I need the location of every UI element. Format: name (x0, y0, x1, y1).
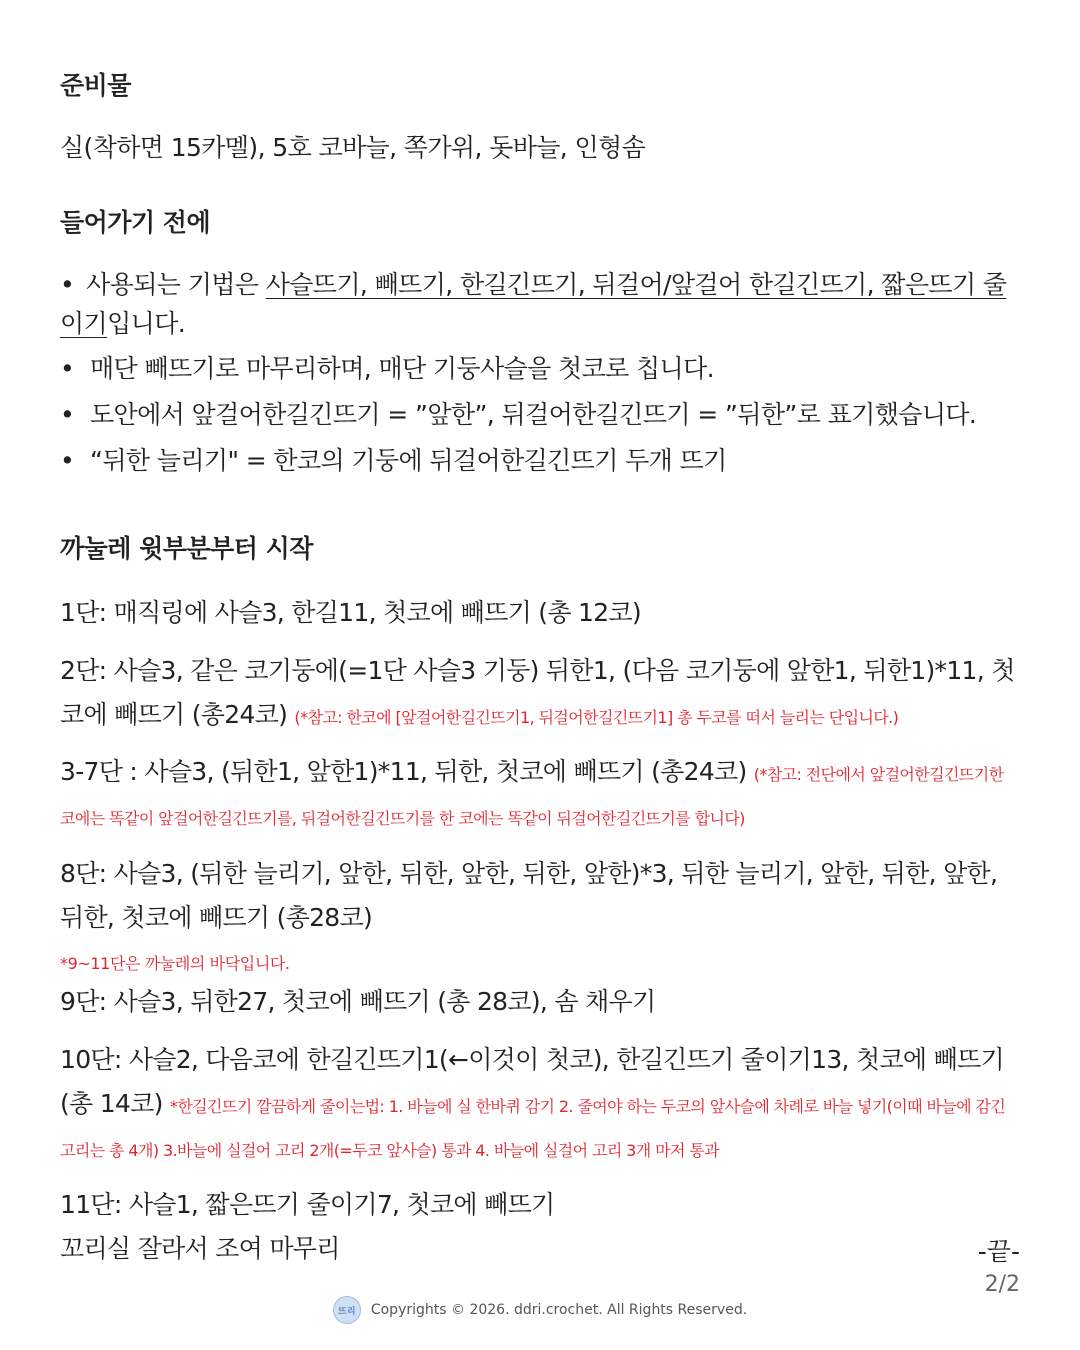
row-3-7-text: 3-7단 : 사슬3, (뒤한1, 앞한1)*11, 뒤한, 첫코에 빼뜨기 (총24코) (60, 757, 747, 787)
intro-bullet-slipstitch (60, 350, 1020, 389)
row-2 (60, 649, 1020, 737)
intro-bullet-increase (60, 442, 1020, 481)
row-2-note: (*참고: 한코에 [앞걸어한길긴뜨기1, 뒤걸어한길긴뜨기1] 총 두코를 떠서 늘리는 단입니다.) (294, 707, 899, 727)
row-3-7-note: (*참고: 전단에서 앞걸어한길긴뜨기한 코에는 똑같이 앞걸어한길긴뜨기를, 뒤걸어한길긴뜨기를 한 코에는 똑같이 뒤걸어한길긴뜨기를 합니다) (60, 765, 1004, 828)
row-10-text: 10단: 사슬2, 다음코에 한길긴뜨기1(←이것이 첫코), 한길긴뜨기 줄이기13, 첫코에 빼뜨기 (총 14코) (60, 1045, 1004, 1118)
brand-logo-icon: 뜨리 (333, 1296, 361, 1324)
intro-heading: 들어가기 전에 (60, 208, 211, 238)
bullet-icon: • (60, 400, 75, 429)
row-9: 9단: 사슬3, 뒤한27, 첫코에 빼뜨기 (총 28코), 솜 채우기 (60, 987, 656, 1017)
techniques-suffix: 입니다. (107, 308, 186, 338)
bottom-note: *9~11단은 까눌레의 바닥입니다. (60, 954, 290, 974)
end-mark: -끝- (977, 1237, 1020, 1266)
slipstitch-text: 매단 빼뜨기로 마무리하며, 매단 기둥사슬을 첫코로 칩니다. (90, 354, 714, 384)
intro-bullet-techniques (60, 266, 1020, 344)
copyright-text: Copyrights © 2026. ddri.crochet. All Rights Reserved. (370, 1302, 748, 1318)
row-2-text: 2단: 사슬3, 같은 코기둥에(=1단 사슬3 기둥) 뒤한1, (다음 코기둥에 앞한1, 뒤한1)*11, 첫코에 빼뜨기 (총24코) (60, 655, 1015, 729)
materials-heading: 준비물 (60, 71, 131, 100)
bullet-icon: • (60, 354, 75, 384)
pattern-page (60, 70, 1020, 1285)
bullet-icon: • (60, 445, 75, 475)
intro-list (60, 266, 1020, 481)
increase-text: “뒤한 늘리기" = 한코의 기둥에 뒤걸어한길긴뜨기 두개 뜨기 (90, 445, 727, 475)
row-10-note: *한길긴뜨기 깔끔하게 줄이는법: 1. 바늘에 실 한바퀴 감기 2. 줄여야 하는 두코의 앞사슬에 차례로 바늘 넣기(이때 바늘에 감긴 고리는 총 4개) 3.바늘에 실걸어 고리 2개(=두코 앞사슬) 통과 4. 바늘에 실걸어 고리 3개 마저 통과 (60, 1096, 1006, 1160)
intro-bullet-notation (60, 396, 1020, 435)
footer (0, 1296, 1080, 1324)
page-number: 2/2 (984, 1272, 1020, 1297)
row-3-7 (60, 750, 1020, 838)
techniques-prefix: 사용되는 기법은 (86, 269, 266, 299)
row-10 (60, 1038, 1020, 1169)
materials-text: 실(착하면 15카멜), 5호 코바늘, 쪽가위, 돗바늘, 인형솜 (60, 132, 646, 162)
bullet-icon: • (60, 269, 75, 299)
techniques-list: 사슬뜨기, 빼뜨기, 한길긴뜨기, 뒤걸어/앞걸어 한길긴뜨기, 짧은뜨기 줄이기 (60, 269, 1007, 338)
row-11: 11단: 사슬1, 짧은뜨기 줄이기7, 첫코에 빼뜨기 (60, 1190, 555, 1220)
pattern-heading: 까눌레 윗부분부터 시작 (60, 533, 313, 563)
finish-text: 꼬리실 잘라서 조여 마무리 (60, 1234, 340, 1263)
row-8: 8단: 사슬3, (뒤한 늘리기, 앞한, 뒤한, 앞한, 뒤한, 앞한)*3, 뒤한 늘리기, 앞한, 뒤한, 앞한, 뒤한, 첫코에 빼뜨기 (총28코) (60, 858, 998, 932)
notation-text: 도안에서 앞걸어한길긴뜨기 = ”앞한”, 뒤걸어한길긴뜨기 = ”뒤한”로 표기했습니다. (90, 400, 977, 429)
row-1: 1단: 매직링에 사슬3, 한길11, 첫코에 빼뜨기 (총 12코) (60, 598, 641, 627)
